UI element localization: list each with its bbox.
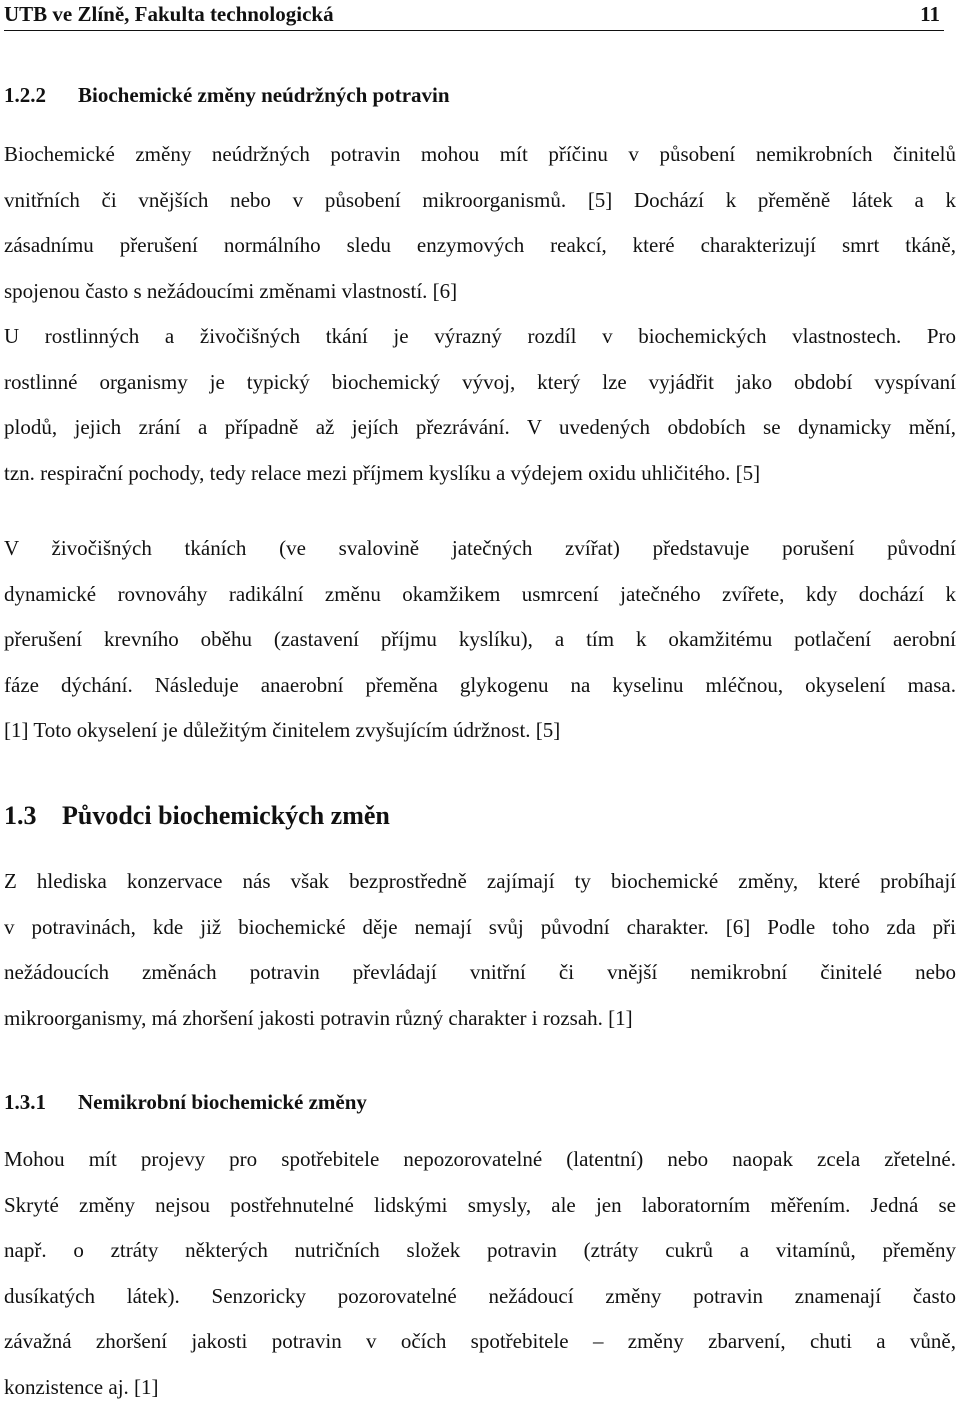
section-title: Původci biochemických změn	[62, 801, 390, 830]
section-title: Nemikrobní biochemické změny	[78, 1090, 367, 1114]
text-line: rostlinné organismy je typický biochemický vývoj, který lze vyjádřit jako období vyspívaní	[4, 360, 956, 406]
text-line: spojenou často s nežádoucími změnami vlastností. [6]	[4, 269, 956, 315]
section-heading-1-2-2	[4, 81, 450, 109]
paragraph-4	[4, 859, 956, 1041]
section-number: 1.3.1	[4, 1088, 78, 1116]
text-line: [1] Toto okyselení je důležitým činitelem zvyšujícím údržnost. [5]	[4, 708, 956, 754]
text-line: mikroorganismy, má zhoršení jakosti potravin různý charakter i rozsah. [1]	[4, 996, 956, 1042]
section-number: 1.3	[4, 800, 62, 832]
paragraph-3	[4, 526, 956, 754]
text-line: konzistence aj. [1]	[4, 1365, 956, 1410]
text-line: dusíkatých látek). Senzoricky pozorovatelné nežádoucí změny potravin znamenají často	[4, 1274, 956, 1320]
text-line: V živočišných tkáních (ve svalovině jatečných zvířat) představuje porušení původní	[4, 526, 956, 572]
text-line: fáze dýchání. Následuje anaerobní přeměna glykogenu na kyselinu mléčnou, okyselení masa.	[4, 663, 956, 709]
text-line: U rostlinných a živočišných tkání je výrazný rozdíl v biochemických vlastnostech. Pro	[4, 314, 956, 360]
paragraph-5	[4, 1137, 956, 1410]
section-heading-1-3	[4, 800, 390, 832]
header-title: UTB ve Zlíně, Fakulta technologická	[4, 0, 334, 28]
text-line: dynamické rovnováhy radikální změnu okamžikem usmrcení jatečného zvířete, kdy dochází k	[4, 572, 956, 618]
text-line: Mohou mít projevy pro spotřebitele nepozorovatelné (latentní) nebo naopak zcela zřetelné.	[4, 1137, 956, 1183]
text-line: v potravinách, kde již biochemické děje nemají svůj původní charakter. [6] Podle toho zda při	[4, 905, 956, 951]
text-line: plodů, jejich zrání a případně až jejích přezrávání. V uvedených obdobích se dynamicky mění,	[4, 405, 956, 451]
text-line: přerušení krevního oběhu (zastavení příjmu kyslíku), a tím k okamžitému potlačení aerobní	[4, 617, 956, 663]
page-header	[4, 0, 944, 31]
paragraph-1	[4, 132, 956, 314]
text-line: nežádoucích změnách potravin převládají vnitřní či vnější nemikrobní činitelé nebo	[4, 950, 956, 996]
text-line: Biochemické změny neúdržných potravin mohou mít příčinu v působení nemikrobních činitelů	[4, 132, 956, 178]
text-line: Z hlediska konzervace nás však bezprostředně zajímají ty biochemické změny, které probíhají	[4, 859, 956, 905]
paragraph-2	[4, 314, 956, 496]
text-line: např. o ztráty některých nutričních složek potravin (ztráty cukrů a vitamínů, přeměny	[4, 1228, 956, 1274]
section-title: Biochemické změny neúdržných potravin	[78, 83, 450, 107]
section-heading-1-3-1	[4, 1088, 367, 1116]
text-line: zásadnímu přerušení normálního sledu enzymových reakcí, které charakterizují smrt tkáně,	[4, 223, 956, 269]
text-line: vnitřních či vnějších nebo v působení mikroorganismů. [5] Dochází k přeměně látek a k	[4, 178, 956, 224]
section-number: 1.2.2	[4, 81, 78, 109]
text-line: tzn. respirační pochody, tedy relace mezi příjmem kyslíku a výdejem oxidu uhličitého. [5]	[4, 451, 956, 497]
page-number: 11	[920, 0, 940, 28]
text-line: závažná zhoršení jakosti potravin v očích spotřebitele – změny zbarvení, chuti a vůně,	[4, 1319, 956, 1365]
text-line: Skryté změny nejsou postřehnutelné lidskými smysly, ale jen laboratorním měřením. Jedná se	[4, 1183, 956, 1229]
